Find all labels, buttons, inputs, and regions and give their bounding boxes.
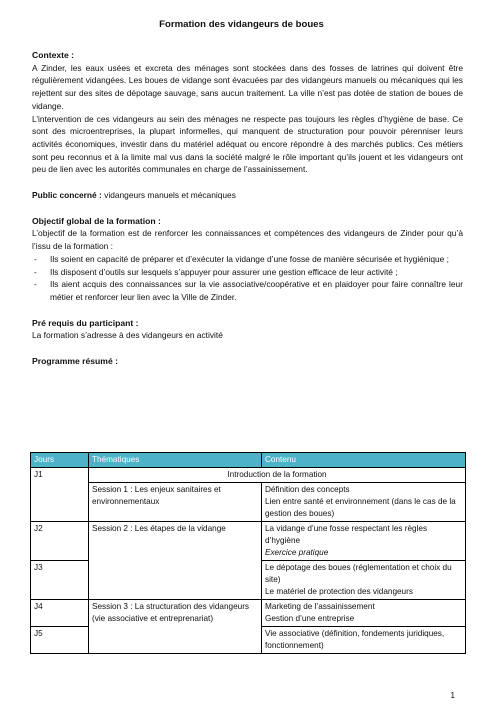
contexte-paragraph-2: L’intervention de ces vidangeurs au sein des ménages ne respecte pas toujours les règles d’hygiène de base. Ce sont des microentreprises, la plupart informelles, qui manquent de structuration pour pouvoir pérenniser leurs activités économiques, investir dans du matériel adéquat ou encore répondre à des marchés publics. Ces métiers sont peu reconnus et à la limite mal vus dans la société malgré le rôle important qu’ils jouent et les vidangeurs ont peu de lien avec les autorités communales en charge de l’assainissement.: [32, 113, 463, 175]
prerequis-text: La formation s’adresse à des vidangeurs en activité: [32, 330, 223, 341]
content-line: Marketing de l’assainissement: [265, 602, 375, 611]
day-cell: J3: [31, 561, 89, 600]
public-value: vidangeurs manuels et mécaniques: [101, 190, 236, 201]
content-cell: Vie associative (définition, fondements juridiques, fonctionnement): [262, 627, 466, 654]
contexte-heading: Contexte :: [32, 50, 75, 60]
table-row: [31, 522, 466, 561]
programme-table: [30, 452, 466, 654]
table-header-row: [31, 453, 466, 468]
objectif-list: [32, 253, 463, 304]
table-row: [31, 468, 466, 483]
programme-heading: Programme résumé :: [32, 356, 118, 367]
content-line: La vidange d’une fosse respectant les règles d’hygiène: [265, 524, 428, 545]
public-label: Public concerné :: [32, 190, 102, 201]
objectif-intro: L’objectif de la formation est de renforcer les connaissances et compétences des vidangeurs de Zinder pour qu’à l’issu de la formation :: [32, 228, 463, 252]
session-cell: Session 1 : Les enjeux sanitaires et environnementaux: [89, 483, 262, 522]
intro-cell: Introduction de la formation: [89, 468, 466, 483]
contexte-paragraph-1: A Zinder, les eaux usées et excreta des ménages sont stockées dans des fosses de latrines qui doivent être régulièrement vidangées. Les boues de vidange sont évacuées par des vidangeurs manuels ou mécaniques qui les rejettent sur des sites de dépotage sauvage, sans aucun traitement. La ville n’est pas dotée de station de boues de vidange.: [32, 62, 463, 111]
document-title: Formation des vidangeurs de boues: [159, 19, 324, 30]
day-cell: J5: [31, 627, 89, 654]
content-cell: [262, 522, 466, 561]
objectif-item: - Ils aient acquis des connaissances sur la vie associative/coopérative et en plaidoyer pour faire connaître leur métier et renforcer leur lien avec la Ville de Zinder.: [32, 278, 463, 303]
content-line: Lien entre santé et environnement (dans le cas de la gestion des boues): [265, 497, 456, 518]
day-cell: J1: [31, 468, 89, 522]
day-cell: J2: [31, 522, 89, 561]
header-jours: Jours: [31, 453, 89, 468]
content-line: Exercice pratique: [265, 548, 329, 557]
objectif-item: - Ils soient en capacité de préparer et d’exécuter la vidange d’une fosse de manière sécurisée et hygiénique ;: [32, 253, 463, 266]
objectif-item: - Ils disposent d’outils sur lesquels s’appuyer pour assurer une gestion efficace de leur activité ;: [32, 266, 463, 279]
objectif-heading: Objectif global de la formation :: [32, 215, 161, 226]
content-line: Le matériel de protection des vidangeurs: [265, 587, 413, 596]
page-number: 1: [450, 690, 455, 700]
content-cell: [262, 561, 466, 600]
table-row: [31, 600, 466, 627]
content-cell: [262, 600, 466, 627]
session-cell: Session 2 : Les étapes de la vidange: [89, 522, 262, 600]
day-cell: J4: [31, 600, 89, 627]
content-cell: [262, 483, 466, 522]
session-cell: Session 3 : La structuration des vidangeurs (vie associative et entreprenariat): [89, 600, 262, 654]
content-line: Gestion d’une entreprise: [265, 614, 355, 623]
header-contenu: Contenu: [262, 453, 466, 468]
table-row: [31, 483, 466, 522]
document-body: [32, 49, 463, 368]
content-line: Définition des concepts: [265, 485, 350, 494]
prerequis-heading: Pré requis du participant :: [32, 317, 139, 328]
content-line: Le dépotage des boues (réglementation et choix du site): [265, 563, 452, 584]
public-line: [32, 189, 463, 202]
header-thematiques: Thématiques: [89, 453, 262, 468]
